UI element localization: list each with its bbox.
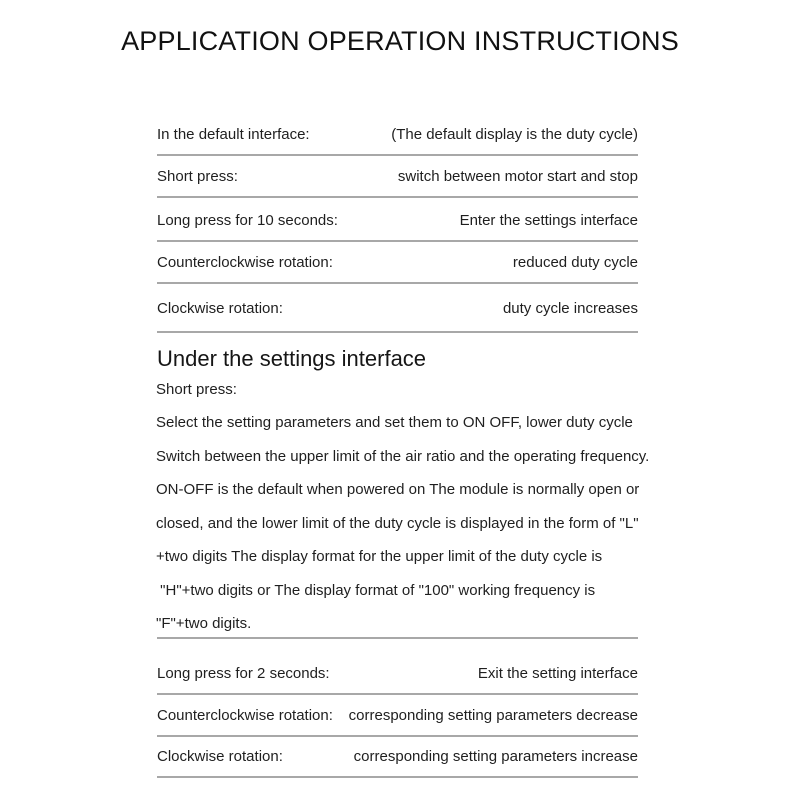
table-row bbox=[157, 200, 638, 242]
row-label: Clockwise rotation: bbox=[157, 747, 283, 765]
table-row bbox=[157, 242, 638, 284]
description-line: "H"+two digits or The display format of "100" working frequency is bbox=[156, 581, 596, 599]
settings-description bbox=[156, 406, 656, 641]
description-line: Select the setting parameters and set them to ON OFF, lower duty cycle bbox=[156, 414, 633, 431]
table-row bbox=[157, 695, 638, 737]
row-value: corresponding setting parameters increase bbox=[353, 747, 638, 765]
row-label: Counterclockwise rotation: bbox=[157, 253, 333, 271]
settings-heading: Under the settings interface bbox=[157, 346, 427, 371]
table-row bbox=[157, 736, 638, 778]
row-value: corresponding setting parameters decrease bbox=[348, 706, 638, 724]
row-label: Short press: bbox=[157, 167, 238, 185]
row-value: (The default display is the duty cycle) bbox=[391, 125, 638, 143]
description-line: ON-OFF is the default when powered on The module is normally open or bbox=[156, 481, 640, 498]
row-label: Clockwise rotation: bbox=[157, 300, 283, 317]
page-title: APPLICATION OPERATION INSTRUCTIONS bbox=[121, 26, 679, 56]
row-value: Exit the setting interface bbox=[477, 664, 638, 682]
description-line: "F"+two digits. bbox=[156, 615, 252, 632]
row-value: Enter the settings interface bbox=[459, 211, 638, 229]
row-value: switch between motor start and stop bbox=[397, 167, 638, 185]
table-row bbox=[157, 286, 638, 333]
row-value: duty cycle increases bbox=[502, 300, 638, 317]
row-label: Counterclockwise rotation: bbox=[157, 706, 333, 724]
row-label: Long press for 10 seconds: bbox=[157, 211, 338, 229]
table-row bbox=[157, 653, 638, 695]
description-line: +two digits The display format for the upper limit of the duty cycle is bbox=[156, 548, 603, 565]
table-row bbox=[157, 156, 638, 198]
divider bbox=[157, 637, 638, 639]
row-label: Long press for 2 seconds: bbox=[157, 664, 330, 682]
row-value: reduced duty cycle bbox=[512, 253, 638, 271]
row-label: In the default interface: bbox=[157, 125, 310, 143]
short-press-label: Short press: bbox=[156, 381, 237, 398]
description-line: Switch between the upper limit of the air ratio and the operating frequency. bbox=[156, 447, 650, 465]
table-row bbox=[157, 114, 638, 156]
description-line: closed, and the lower limit of the duty cycle is displayed in the form of "L" bbox=[156, 514, 639, 532]
